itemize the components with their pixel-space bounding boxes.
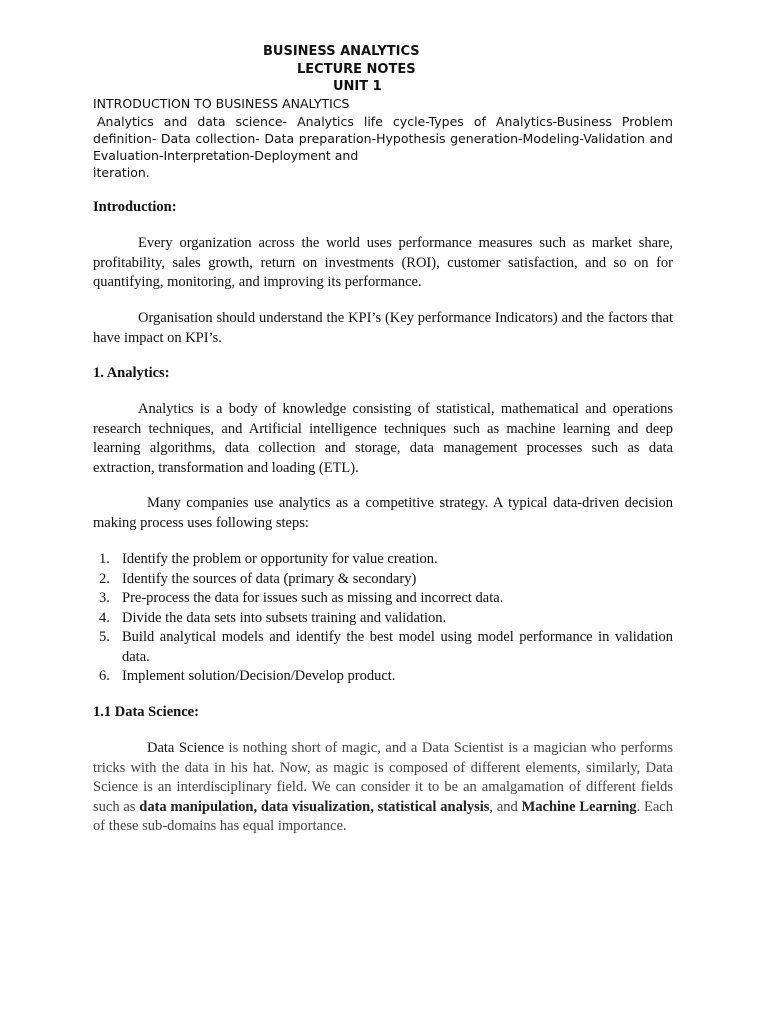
list-text: Identify the sources of data (primary & secondary) [122, 570, 417, 587]
list-number: 4. [99, 609, 110, 626]
analytics-heading: 1. Analytics: [93, 365, 170, 381]
notes-title: LECTURE NOTES [297, 62, 416, 77]
data-science-term: Data Science [147, 740, 225, 756]
unit-number: UNIT 1 [333, 79, 382, 94]
list-text: Implement solution/Decision/Develop product. [122, 668, 396, 684]
course-title: BUSINESS ANALYTICS [263, 44, 420, 59]
list-number: 1. [99, 551, 110, 567]
list-item [93, 628, 673, 667]
decision-steps-list [93, 550, 673, 687]
introduction-paragraph-2: Organisation should understand the KPI’s (Key performance Indicators) and the factors that have impact on KPI’s. [93, 310, 673, 346]
list-item [93, 589, 673, 609]
list-number: 3. [99, 590, 110, 606]
list-item [93, 667, 673, 687]
list-item [93, 570, 673, 590]
list-text: Build analytical models and identify the best model using model performance in validation data. [122, 629, 673, 665]
unit-title: INTRODUCTION TO BUSINESS ANALYTICS [93, 96, 350, 111]
analytics-paragraph-2: Many companies use analytics as a competitive strategy. A typical data-driven decision making process uses following steps: [93, 495, 673, 531]
list-text: Identify the problem or opportunity for value creation. [122, 551, 438, 567]
data-science-heading: 1.1 Data Science: [93, 704, 199, 720]
list-number: 5. [99, 629, 110, 645]
introduction-paragraph-1: Every organization across the world uses performance measures such as market share, profitability, sales growth, return on investments (ROI), customer satisfaction, and so on for quantifying, monitoring, and improving its performance. [93, 235, 673, 290]
list-item [93, 609, 673, 629]
bold-machine-learning: Machine Learning [521, 798, 637, 815]
paragraph-text: . Each of these sub-domains has equal importance. [93, 798, 673, 834]
list-text: Pre-process the data for issues such as missing and incorrect data. [122, 590, 504, 606]
unit-topics-end: iteration. [93, 165, 150, 180]
paragraph-text: , and [489, 798, 522, 815]
list-text: Divide the data sets into subsets training and validation. [122, 609, 447, 626]
list-number: 6. [99, 668, 110, 684]
analytics-paragraph-1: Analytics is a body of knowledge consisting of statistical, mathematical and operations research techniques, and Artificial intelligence techniques such as machine learning and deep learning algorithms, data collection and storage, data management processes such as data extraction, transformation and loading (ETL). [93, 401, 673, 476]
data-science-paragraph [93, 739, 673, 837]
paragraph-text: is nothing short of magic, and a Data Scientist is a magician who performs tricks with the data in his hat. Now, as magic is composed of different elements, similarly, Data Science is an interdisciplinary field. We can consider it to be an amalgamation of different fields such as [93, 740, 673, 815]
list-item [93, 550, 673, 570]
unit-topics: Analytics and data science- Analytics life cycle-Types of Analytics-Business Problem definition- Data collection- Data preparation-Hypothesis generation-Modeling-Validation and Evaluation-Interpretation-Deployment and [93, 114, 673, 163]
bold-fields: data manipulation, data visualization, statistical analysis [139, 798, 490, 815]
introduction-heading: Introduction: [93, 199, 177, 215]
list-number: 2. [99, 570, 110, 587]
